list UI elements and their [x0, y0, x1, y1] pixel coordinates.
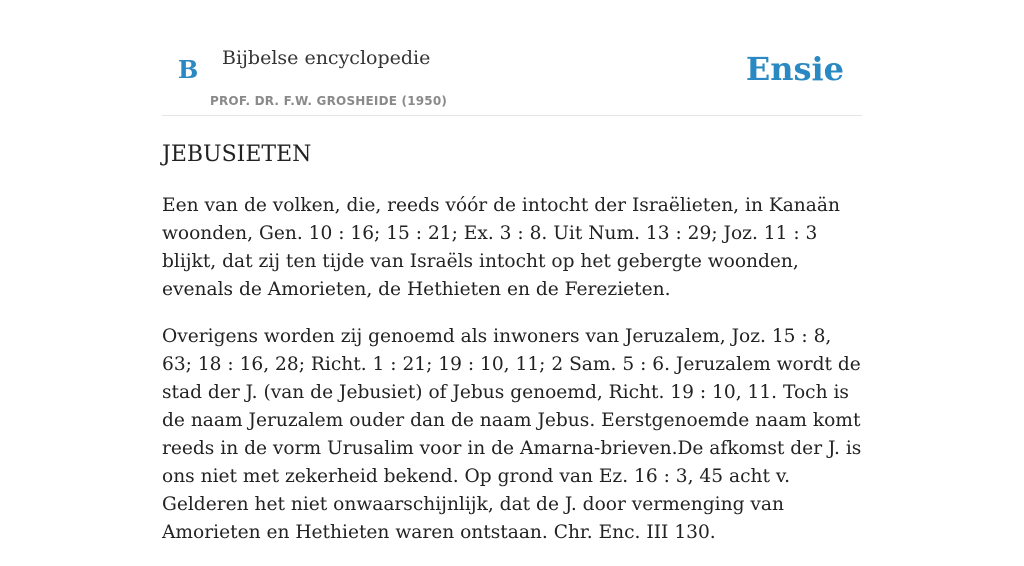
entry-title: JEBUSIETEN: [162, 142, 312, 167]
brand-logo[interactable]: Ensie: [745, 50, 844, 88]
entry-body: [162, 192, 862, 566]
page: [162, 0, 862, 543]
paragraph: Een van de volken, die, reeds vóór de intocht der Israëlieten, in Kanaän woonden, Gen. 10 : 16; 15 : 21; Ex. 3 : 8. Uit Num. 13 : 29; Joz. 11 : 3 blijkt, dat zij ten tijde van Israëls intocht op het gebergte woonden, evenals de Amorieten, de Hethieten en de Ferezieten.: [162, 195, 840, 300]
publication-logo[interactable]: B: [178, 55, 199, 84]
publication-author: PROF. DR. F.W. GROSHEIDE (1950): [210, 94, 448, 108]
paragraph: Overigens worden zij genoemd als inwoners van Jeruzalem, Joz. 15 : 8, 63; 18 : 16, 28; Richt. 1 : 21; 19 : 10, 11; 2 Sam. 5 : 6. Jeruzalem wordt de stad der J. (van de Jebusiet) of Jebus genoemd, Richt. 19 : 10, 11. Toch is de naam Jeruzalem ouder dan de naam Jebus. Eerstgenoemde naam komt reeds in de vorm Urusalim voor in de Amarna-brieven.De afkomst der J. is ons niet met zekerheid bekend. Op grond van Ez. 16 : 3, 45 acht v. Gelderen het niet onwaarschijnlijk, dat de J. door vermenging van Amorieten en Hethieten waren ontstaan. Chr. Enc. III 130.: [162, 326, 862, 543]
publication-title[interactable]: Bijbelse encyclopedie: [222, 47, 431, 69]
header: [162, 0, 862, 116]
